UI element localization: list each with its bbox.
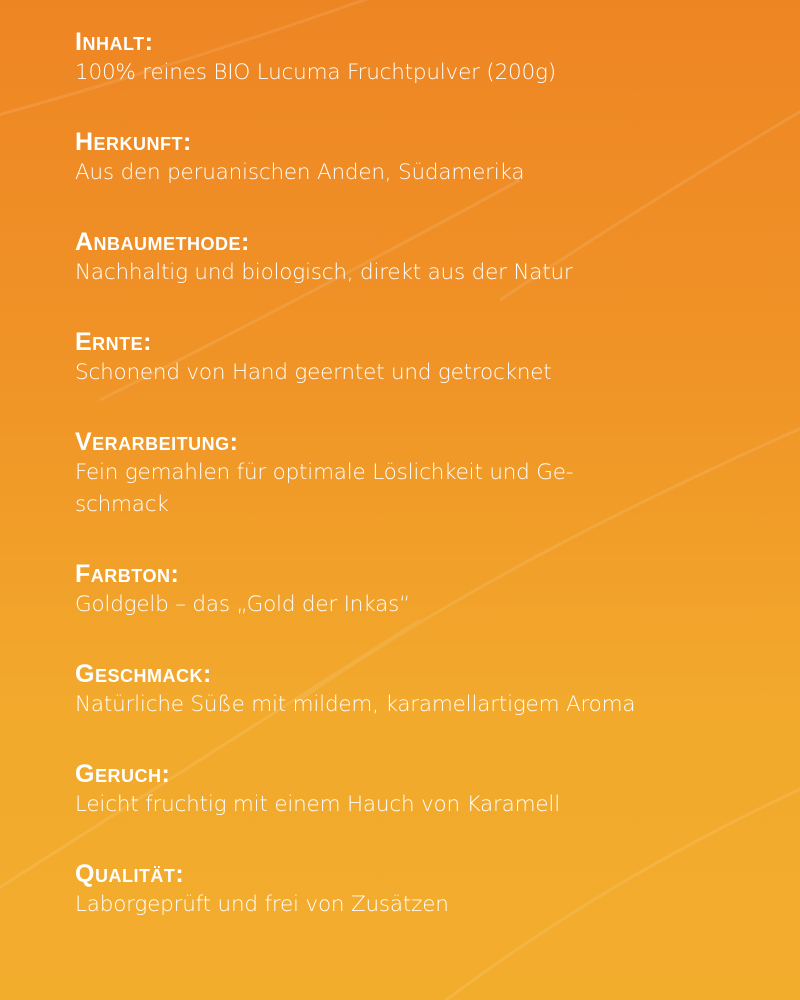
detail-text: Goldgelb – das „Gold der Inkas“	[75, 592, 411, 617]
detail-label: Ernte:	[75, 328, 152, 356]
detail-text: Nachhaltig und biologisch, direkt aus der Natur	[75, 260, 573, 285]
detail-text: Aus den peruanischen Anden, Südamerika	[75, 160, 525, 185]
detail-label: Geruch:	[75, 760, 171, 788]
detail-verarbeitung	[75, 427, 780, 521]
detail-inhalt	[75, 27, 780, 89]
detail-anbaumethode	[75, 227, 780, 289]
detail-label: Geschmack:	[75, 660, 212, 688]
detail-text: Natürliche Süße mit mildem, karamellartigem Aroma	[75, 692, 636, 717]
detail-text: 100% reines BIO Lucuma Fruchtpulver (200g)	[75, 60, 556, 85]
detail-label: Farbton:	[75, 560, 180, 588]
detail-herkunft	[75, 127, 780, 189]
detail-label: Anbaumethode:	[75, 228, 250, 256]
detail-text: Laborgeprüft und frei von Zusätzen	[75, 892, 449, 917]
detail-text: Fein gemahlen für optimale Löslichkeit und Ge-	[75, 460, 574, 485]
product-details	[75, 27, 780, 959]
detail-geruch	[75, 759, 780, 821]
detail-label: Verarbeitung:	[75, 428, 239, 456]
detail-label: Qualität:	[75, 860, 185, 888]
detail-label: Herkunft:	[75, 128, 192, 156]
detail-qualitaet	[75, 859, 780, 921]
detail-text: Leicht fruchtig mit einem Hauch von Karamell	[75, 792, 560, 817]
detail-geschmack	[75, 659, 780, 721]
detail-farbton	[75, 559, 780, 621]
detail-text: Schonend von Hand geerntet und getrocknet	[75, 360, 552, 385]
detail-ernte	[75, 327, 780, 389]
detail-text-continued: schmack	[75, 492, 169, 517]
detail-label: Inhalt:	[75, 28, 154, 56]
